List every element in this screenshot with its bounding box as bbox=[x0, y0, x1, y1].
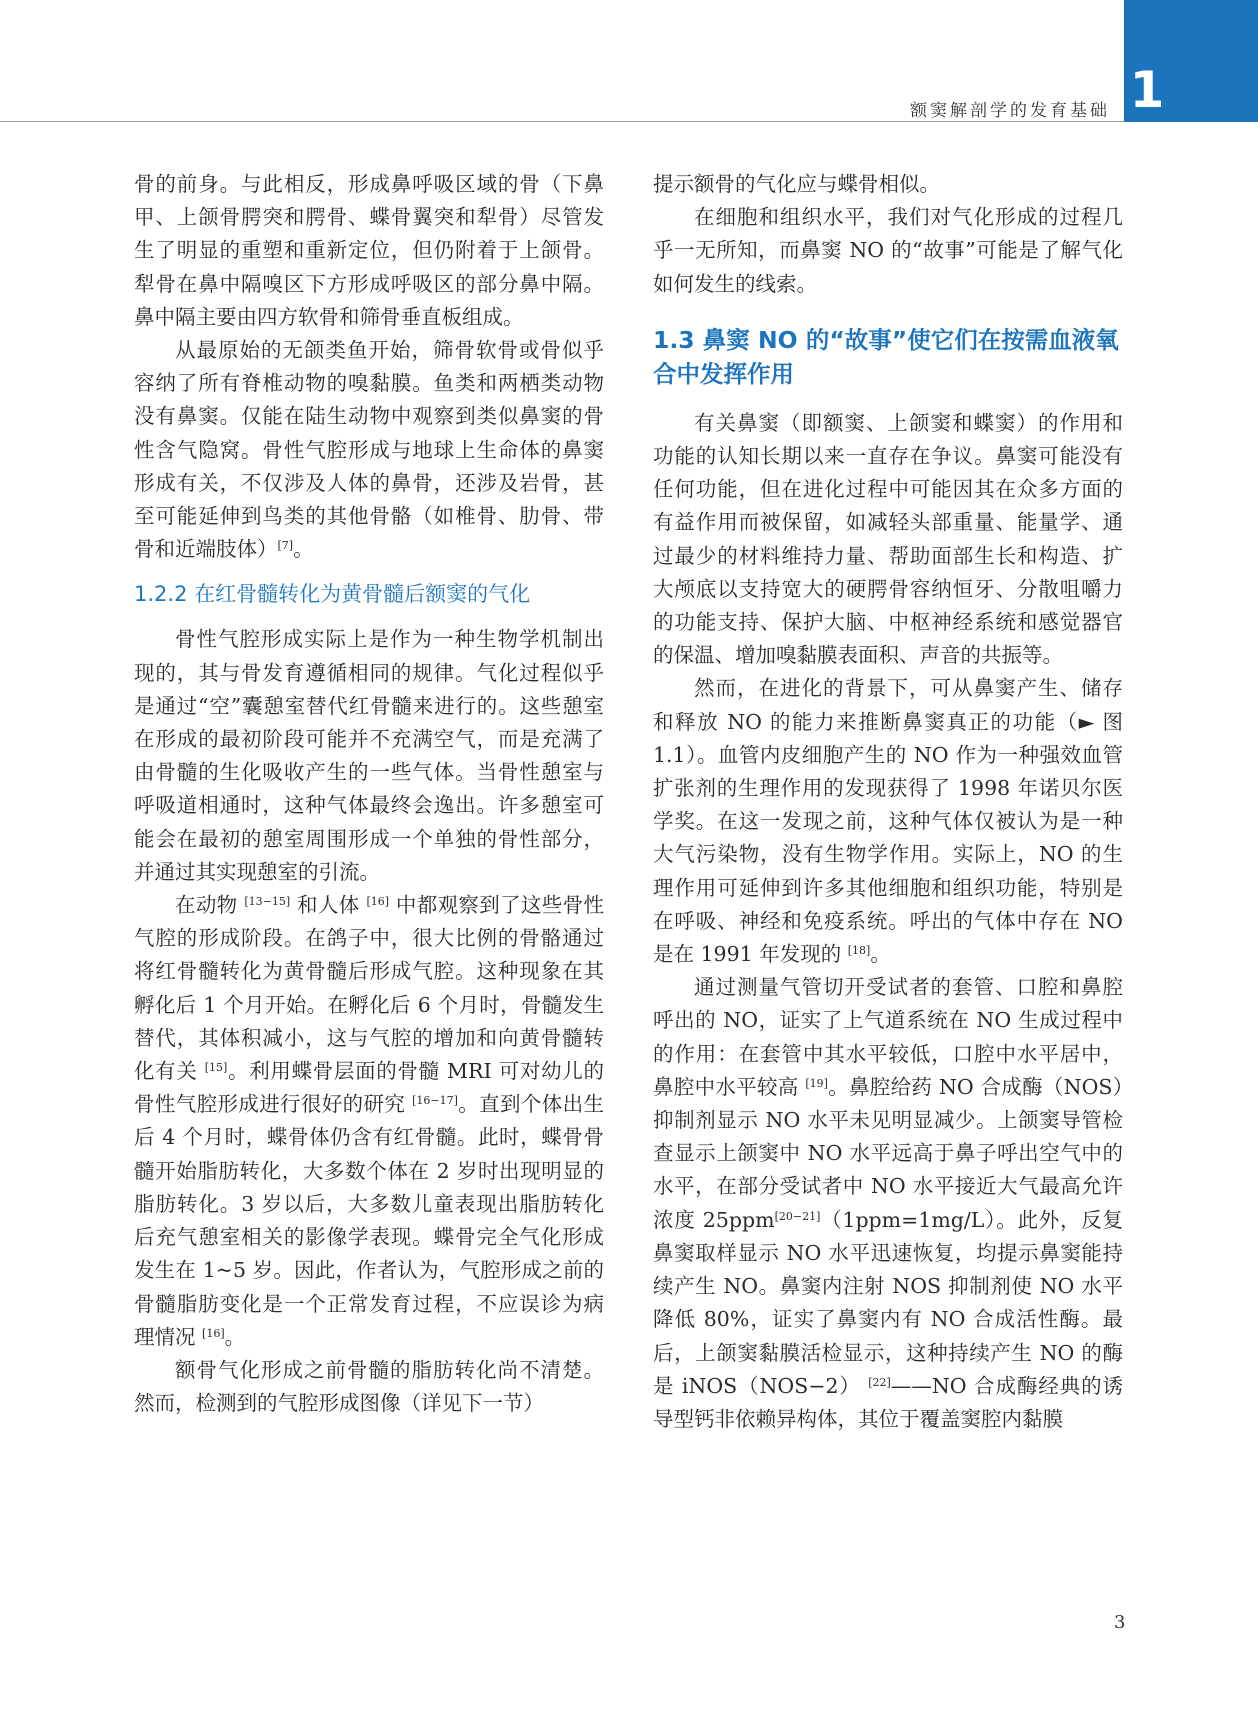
paragraph: 有关鼻窦（即额窦、上颌窦和蝶窦）的作用和功能的认知长期以来一直存在争议。鼻窦可能没有任何功能，但在进化过程中可能因其在众多方面的有益作用而被保留，如减轻头部重量、能量学、通过最少的材料维持力量、帮助面部生长和构造、扩大颅底以支持宽大的硬腭骨容纳恒牙、分散咀嚼力的功能支持、保护大脑、中枢神经系统和感觉器官的保温、增加嗅黏膜表面积、声音的共振等。 bbox=[653, 410, 1123, 668]
header-rule bbox=[0, 121, 1124, 122]
citation: [18] bbox=[847, 944, 871, 958]
paragraph: 骨性气腔形成实际上是作为一种生物学机制出现的，其与骨发育遵循相同的规律。气化过程似乎是通过“空”囊憩室替代红骨髓来进行的。这些憩室在形成的最初阶段可能并不充满空气，而是充满了由骨髓的生化吸收产生的一些气体。当骨性憩室与呼吸道相通时，这种气体最终会逸出。许多憩室可能会在最初的憩室周围形成一个单独的骨性部分，并通过其实现憩室的引流。 bbox=[134, 627, 604, 884]
left-column bbox=[134, 168, 604, 1420]
section-heading: 1.2.2 在红骨髓转化为黄骨髓后额窦的气化 bbox=[134, 582, 531, 607]
paragraph: 从最原始的无颌类鱼开始，筛骨软骨或骨似乎容纳了所有脊椎动物的嗅黏膜。鱼类和两栖类动物没有鼻窦。仅能在陆生动物中观察到类似鼻窦的骨性含气隐窝。骨性气腔形成与地球上生命体的鼻窦形成有关，不仅涉及人体的鼻骨，还涉及岩骨，甚至可能延伸到鸟类的其他骨骼（如椎骨、肋骨、带骨和近端肢体）[7]。 bbox=[134, 338, 604, 562]
citation: [13−15] bbox=[244, 895, 291, 909]
citation: [19] bbox=[805, 1076, 828, 1090]
chapter-number: 1 bbox=[1129, 61, 1165, 119]
paragraph: 提示额骨的气化应与蝶骨相似。 bbox=[653, 172, 940, 196]
page-number: 3 bbox=[1114, 1612, 1126, 1633]
citation: [16] bbox=[202, 1326, 225, 1340]
running-header-title: 额窦解剖学的发育基础 bbox=[910, 101, 1110, 121]
citation: [20−21] bbox=[774, 1209, 821, 1223]
paragraph: 在动物 [13−15] 和人体 [16] 中都观察到了这些骨性气腔的形成阶段。在鸽子中，很大比例的骨骼通过将红骨髓转化为黄骨髓后形成气腔。这种现象在其孵化后 1 个月开始。在孵化后 6 个月时，骨髓发生替代，其体积减小，这与气腔的增加和向黄骨髓转化有关 [15]。利用蝶骨层面的骨髓 MRI 可对幼儿的骨性气腔形成进行很好的研究 [16−17]。直到个体出生后 4 个月时，蝶骨体仍含有红骨髓。此时，蝶骨骨髓开始脂肪转化，大多数个体在 2 岁时出现明显的脂肪转化。3 岁以后，大多数儿童表现出脂肪转化后充气憩室相关的影像学表现。蝶骨完全气化形成发生在 1~5 岁。因此，作者认为，气腔形成之前的骨髓脂肪变化是一个正常发育过程，不应误诊为病理情况 [16]。 bbox=[134, 893, 604, 1349]
paragraph: 然而，在进化的背景下，可从鼻窦产生、储存和释放 NO 的能力来推断鼻窦真正的功能（► 图 1.1）。血管内皮细胞产生的 NO 作为一种强效血管扩张剂的生理作用的发现获得了 1998 年诺贝尔医学奖。在这一发现之前，这种气体仅被认为是一种大气污染物，没有生物学作用。实际上，NO 的生理作用可延伸到许多其他细胞和组织功能，特别是在呼吸、神经和免疫系统。呼出的气体中存在 NO 是在 1991 年发现的 [18]。 bbox=[653, 676, 1123, 967]
citation: [16−17] bbox=[412, 1094, 458, 1108]
citation: [16] bbox=[366, 895, 390, 909]
paragraph: 通过测量气管切开受试者的套管、口腔和鼻腔呼出的 NO，证实了上气道系统在 NO 生成过程中的作用：在套管中其水平较低，口腔中水平居中，鼻腔中水平较高 [19]。鼻腔给药 NO 合成酶（NOS）抑制剂显示 NO 水平未见明显减少。上颌窦导管检查显示上颌窦中 NO 水平远高于鼻子呼出空气中的水平，在部分受试者中 NO 水平接近大气最高允许浓度 25ppm[20−21]（1ppm=1mg/L）。此外，反复鼻窦取样显示 NO 水平迅速恢复，均提示鼻窦能持续产生 NO。鼻窦内注射 NOS 抑制剂使 NO 水平降低 80%，证实了鼻窦内有 NO 合成活性酶。最后，上颌窦黏膜活检显示，这种持续产生 NO 的酶是 iNOS（NOS−2） [22]——NO 合成酶经典的诱导型钙非依赖异构体，其位于覆盖窦腔内黏膜 bbox=[653, 975, 1123, 1431]
section-heading: 1.3 鼻窦 NO 的“故事”使它们在按需血液氧合中发挥作用 bbox=[653, 325, 1119, 388]
citation: [7] bbox=[277, 539, 294, 553]
paragraph: 额骨气化形成之前骨髓的脂肪转化尚不清楚。然而，检测到的气腔形成图像（详见下一节） bbox=[134, 1357, 604, 1416]
paragraph: 在细胞和组织水平，我们对气化形成的过程几乎一无所知，而鼻窦 NO 的“故事”可能是了解气化如何发生的线索。 bbox=[653, 205, 1123, 296]
citation: [22] bbox=[868, 1375, 891, 1389]
right-column bbox=[653, 168, 1123, 1436]
citation: [15] bbox=[204, 1061, 228, 1075]
paragraph: 骨的前身。与此相反，形成鼻呼吸区域的骨（下鼻甲、上颌骨腭突和腭骨、蝶骨翼突和犁骨）尽管发生了明显的重塑和重新定位，但仍附着于上颌骨。犁骨在鼻中隔嗅区下方形成呼吸区的部分鼻中隔。鼻中隔主要由四方软骨和筛骨垂直板组成。 bbox=[134, 172, 604, 329]
